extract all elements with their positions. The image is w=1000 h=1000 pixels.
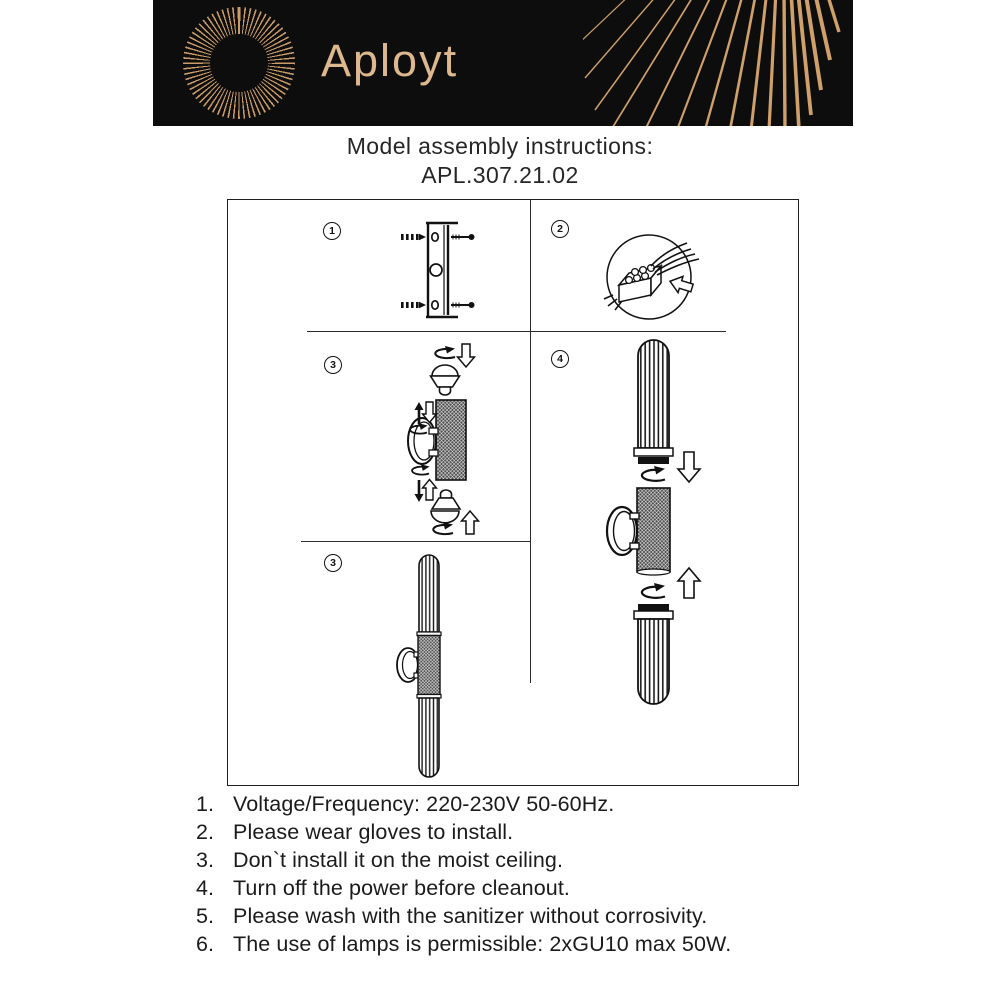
page-title: Model assembly instructions: bbox=[346, 133, 654, 159]
item-number: 3. bbox=[196, 848, 215, 872]
instruction-item bbox=[196, 847, 886, 875]
assembled-lamp-illustration bbox=[386, 548, 481, 784]
tube-attachment-illustration bbox=[599, 336, 724, 718]
bulb-installation-illustration bbox=[393, 338, 508, 540]
item-text: The use of lamps is permissible: 2xGU10 max 50W. bbox=[233, 932, 732, 956]
step-badge-1: 1 bbox=[323, 222, 341, 240]
step-badge-4: 4 bbox=[551, 350, 569, 368]
instruction-item bbox=[196, 875, 886, 903]
bracket-mounting-illustration bbox=[389, 216, 489, 324]
horizontal-divider-2 bbox=[301, 541, 530, 542]
item-text: Don`t install it on the moist ceiling. bbox=[233, 848, 564, 872]
instruction-item bbox=[196, 819, 886, 847]
item-number: 4. bbox=[196, 876, 215, 900]
instruction-item bbox=[196, 791, 886, 819]
item-number: 6. bbox=[196, 932, 215, 956]
title-block bbox=[0, 132, 1000, 190]
step-badge-2: 2 bbox=[551, 220, 569, 238]
step-badge-5: 3 bbox=[324, 554, 342, 572]
vertical-divider bbox=[530, 200, 531, 683]
instruction-list bbox=[196, 791, 886, 959]
instruction-item bbox=[196, 931, 886, 959]
item-text: Voltage/Frequency: 220-230V 50-60Hz. bbox=[233, 792, 615, 816]
item-text: Please wear gloves to install. bbox=[233, 820, 514, 844]
instruction-item bbox=[196, 903, 886, 931]
brand-banner bbox=[153, 0, 853, 126]
sunburst-logo-icon bbox=[183, 7, 295, 119]
item-text: Please wash with the sanitizer without corrosivity. bbox=[233, 904, 708, 928]
step-badge-3: 3 bbox=[324, 356, 342, 374]
wiring-terminal-illustration bbox=[589, 225, 719, 330]
item-text: Turn off the power before cleanout. bbox=[233, 876, 570, 900]
item-number: 5. bbox=[196, 904, 215, 928]
corner-rays-decoration-icon bbox=[583, 0, 853, 126]
item-number: 2. bbox=[196, 820, 215, 844]
horizontal-divider-1 bbox=[307, 331, 726, 332]
item-number: 1. bbox=[196, 792, 215, 816]
brand-wordmark: Aployt bbox=[321, 35, 459, 86]
model-number: APL.307.21.02 bbox=[421, 162, 579, 188]
assembly-diagram-box bbox=[227, 199, 799, 786]
